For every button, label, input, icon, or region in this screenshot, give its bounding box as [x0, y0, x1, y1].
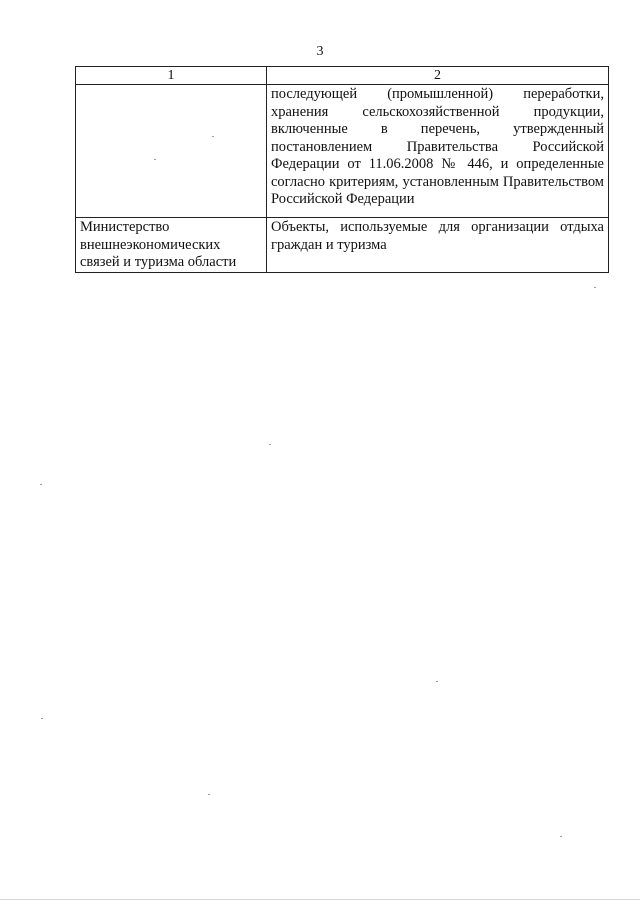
scan-speck — [40, 484, 42, 485]
row2-col2-cell — [267, 218, 609, 273]
table-header-row — [76, 67, 609, 85]
row1-col2-text: последующей (промышленной) переработки, хранения сельскохозяйственной продукции, включенные в перечень, утвержденный постановлением Правительства Российской Федерации от 11.06.2008 № 446, и определенные согласно критериям, установленным Правительством Российской Федерации — [271, 86, 604, 207]
scan-speck — [212, 136, 214, 137]
row1-col1-text — [80, 85, 262, 86]
scan-speck — [269, 444, 271, 445]
row1-col1-cell — [76, 85, 267, 218]
objects-description-text: Объекты, используемые для организации отдыха граждан и туризма — [271, 219, 604, 253]
page-number: 3 — [316, 44, 324, 59]
table-row — [76, 85, 609, 218]
scan-bottom-edge — [0, 899, 640, 900]
row1-col2-cell — [267, 85, 609, 218]
scan-speck — [41, 718, 43, 719]
scan-speck — [436, 681, 438, 682]
scan-speck — [154, 159, 156, 160]
scan-speck — [560, 836, 562, 837]
ministry-name-text: Министерство внешнеэкономических связей и туризма области — [80, 219, 237, 270]
document-table — [75, 66, 609, 273]
table-row — [76, 218, 609, 273]
scan-speck — [208, 794, 210, 795]
scan-speck — [594, 287, 596, 288]
row2-col1-cell — [76, 218, 267, 273]
header-cell-col1: 1 — [76, 67, 267, 85]
header-cell-col2: 2 — [267, 67, 609, 85]
